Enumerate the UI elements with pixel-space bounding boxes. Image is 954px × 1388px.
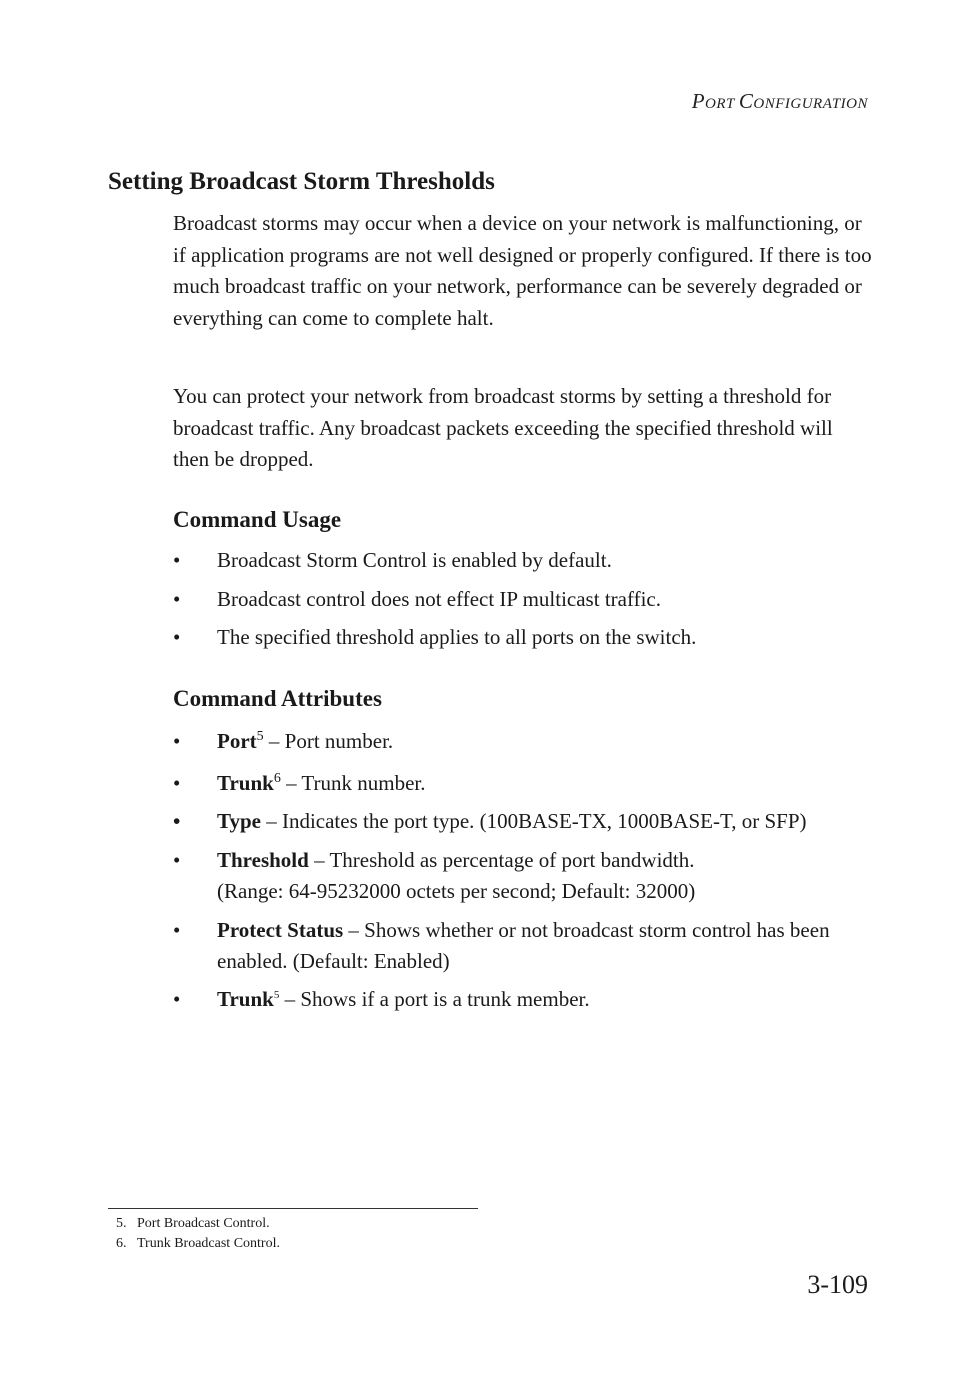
paragraph-text: You can protect your network from broadcast storms by setting a threshold for broadcast traffic. Any broadcast packets exceeding the specified threshold will then be dropped. (173, 384, 833, 471)
list-item (173, 984, 873, 1015)
list-item (173, 915, 873, 977)
footnote-ref: 6 (273, 771, 281, 786)
command-usage-heading: Command Usage (173, 507, 342, 532)
intro-paragraph (173, 208, 873, 334)
footnote-ref: 5 (273, 989, 280, 1001)
section-title: Setting Broadcast Storm Thresholds (108, 168, 495, 195)
bullet-icon: • (173, 771, 181, 795)
command-attributes-heading: Command Attributes (173, 686, 382, 711)
header-part: ORT (705, 96, 739, 112)
paragraph-text: Broadcast storms may occur when a device on your network is malfunctioning, or if application programs are not well designed or properly configured. If there is too much broadcast traffic on your network, performance can be severely degraded or everything can come to complete halt. (173, 211, 872, 330)
bullet-icon: • (173, 848, 181, 872)
protect-paragraph (173, 381, 873, 476)
list-item-text: Broadcast control does not effect IP multicast traffic. (217, 587, 661, 611)
attribute-desc: – Shows whether or not broadcast storm control has been enabled. (Default: Enabled) (217, 918, 830, 973)
header-part: C (738, 89, 754, 113)
attribute-term: Type (217, 809, 261, 833)
footnote (116, 1214, 280, 1234)
footnote-divider (108, 1208, 478, 1209)
running-header (692, 89, 868, 114)
footnote (116, 1234, 280, 1254)
bullet-icon: • (173, 987, 181, 1011)
bullet-icon: • (173, 918, 181, 942)
bullet-icon: • (173, 548, 181, 572)
attribute-desc: – Threshold as percentage of port bandwidth. (308, 848, 695, 872)
attribute-term: Threshold (217, 848, 309, 872)
list-item-text: Broadcast Storm Control is enabled by default. (217, 548, 612, 572)
footnote-number: 5. (116, 1216, 127, 1231)
list-item (173, 845, 873, 907)
bullet-icon: • (173, 729, 181, 753)
list-item (173, 545, 873, 576)
bullet-icon: • (173, 587, 181, 611)
page-number: 3-109 (807, 1270, 868, 1299)
header-part: P (691, 89, 706, 113)
attribute-desc: – Indicates the port type. (100BASE-TX, 1000BASE-T, or SFP) (260, 809, 807, 833)
bullet-icon: • (173, 625, 181, 649)
attribute-term: Port (217, 729, 257, 753)
attribute-term: Trunk (217, 771, 274, 795)
attribute-desc: – Port number. (263, 729, 394, 753)
footnote-text: Port Broadcast Control. (137, 1216, 270, 1231)
bullet-icon: • (173, 809, 181, 833)
list-item (173, 622, 873, 653)
header-part: ONFIGURATION (753, 96, 868, 112)
list-item (173, 584, 873, 615)
attribute-desc-range: (Range: 64-95232000 octets per second; Default: 32000) (217, 879, 696, 903)
footnote-text: Trunk Broadcast Control. (137, 1236, 280, 1251)
footnotes (116, 1214, 280, 1254)
attribute-desc: – Shows if a port is a trunk member. (279, 987, 590, 1011)
list-item-text: The specified threshold applies to all ports on the switch. (217, 625, 697, 649)
attribute-term: Protect Status (217, 918, 344, 942)
footnote-number: 6. (116, 1236, 127, 1251)
list-item (173, 806, 873, 837)
footnote-ref: 5 (256, 729, 264, 744)
attribute-desc: – Trunk number. (280, 771, 426, 795)
attribute-term: Trunk (217, 987, 274, 1011)
list-item (173, 768, 873, 799)
list-item (173, 726, 873, 757)
